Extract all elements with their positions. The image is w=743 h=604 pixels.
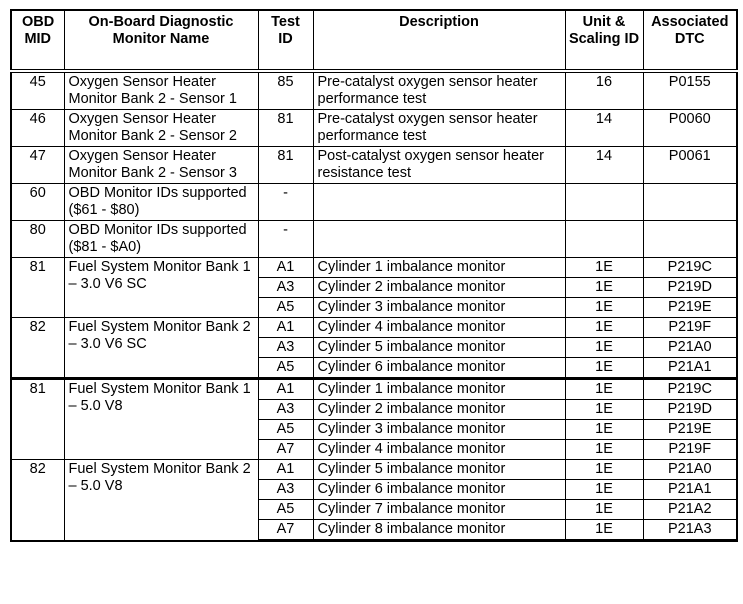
test-id-cell: A3 [258, 338, 313, 358]
test-id-cell: A1 [258, 258, 313, 278]
associated-dtc-cell [643, 184, 737, 221]
obd-mid-cell: 81 [11, 258, 64, 318]
header-obd-mid: OBD MID [11, 10, 64, 71]
unit-scaling-cell: 1E [565, 400, 643, 420]
unit-scaling-cell: 1E [565, 298, 643, 318]
unit-scaling-cell [565, 184, 643, 221]
description-cell: Cylinder 3 imbalance monitor [313, 420, 565, 440]
obd-mid-cell: 45 [11, 71, 64, 110]
test-id-cell: A1 [258, 318, 313, 338]
description-cell: Pre-catalyst oxygen sensor heater performance test [313, 71, 565, 110]
obd-mid-cell: 47 [11, 147, 64, 184]
monitor-name-cell: Fuel System Monitor Bank 2 – 5.0 V8 [64, 460, 258, 541]
description-cell: Cylinder 2 imbalance monitor [313, 400, 565, 420]
monitor-name-cell: OBD Monitor IDs supported ($81 - $A0) [64, 221, 258, 258]
associated-dtc-cell: P0155 [643, 71, 737, 110]
table-row [11, 147, 737, 184]
test-id-cell: - [258, 221, 313, 258]
test-id-cell: A3 [258, 400, 313, 420]
description-cell: Cylinder 6 imbalance monitor [313, 480, 565, 500]
header-description: Description [313, 10, 565, 71]
unit-scaling-cell: 1E [565, 520, 643, 541]
test-id-cell: A5 [258, 420, 313, 440]
description-cell [313, 221, 565, 258]
description-cell: Pre-catalyst oxygen sensor heater performance test [313, 110, 565, 147]
unit-scaling-cell: 14 [565, 147, 643, 184]
description-cell: Cylinder 1 imbalance monitor [313, 258, 565, 278]
unit-scaling-cell: 1E [565, 420, 643, 440]
description-cell: Cylinder 8 imbalance monitor [313, 520, 565, 541]
associated-dtc-cell: P0061 [643, 147, 737, 184]
obd-mid-cell: 81 [11, 379, 64, 460]
description-cell: Cylinder 7 imbalance monitor [313, 500, 565, 520]
test-id-cell: - [258, 184, 313, 221]
associated-dtc-cell: P0060 [643, 110, 737, 147]
test-id-cell: A7 [258, 440, 313, 460]
monitor-name-cell: Oxygen Sensor Heater Monitor Bank 2 - Sensor 1 [64, 71, 258, 110]
associated-dtc-cell: P219F [643, 440, 737, 460]
description-cell [313, 184, 565, 221]
unit-scaling-cell: 1E [565, 258, 643, 278]
test-id-cell: 85 [258, 71, 313, 110]
unit-scaling-cell: 1E [565, 460, 643, 480]
table-row [11, 318, 737, 338]
associated-dtc-cell [643, 221, 737, 258]
description-cell: Cylinder 4 imbalance monitor [313, 318, 565, 338]
unit-scaling-cell: 1E [565, 278, 643, 298]
test-id-cell: 81 [258, 110, 313, 147]
description-cell: Cylinder 5 imbalance monitor [313, 460, 565, 480]
header-monitor-name: On-Board Diagnostic Monitor Name [64, 10, 258, 71]
unit-scaling-cell: 16 [565, 71, 643, 110]
table-row [11, 110, 737, 147]
associated-dtc-cell: P219F [643, 318, 737, 338]
associated-dtc-cell: P219C [643, 258, 737, 278]
test-id-cell: A5 [258, 298, 313, 318]
header-test-id: Test ID [258, 10, 313, 71]
unit-scaling-cell: 1E [565, 358, 643, 379]
test-id-cell: A3 [258, 278, 313, 298]
description-cell: Cylinder 3 imbalance monitor [313, 298, 565, 318]
associated-dtc-cell: P21A3 [643, 520, 737, 541]
test-id-cell: A3 [258, 480, 313, 500]
test-id-cell: A1 [258, 379, 313, 400]
obd-mid-cell: 80 [11, 221, 64, 258]
test-id-cell: A7 [258, 520, 313, 541]
table-row [11, 379, 737, 400]
monitor-name-cell: Oxygen Sensor Heater Monitor Bank 2 - Sensor 3 [64, 147, 258, 184]
table-row [11, 221, 737, 258]
description-cell: Cylinder 6 imbalance monitor [313, 358, 565, 379]
table-row [11, 71, 737, 110]
obd-mid-cell: 82 [11, 460, 64, 541]
test-id-cell: A5 [258, 358, 313, 379]
description-cell: Cylinder 1 imbalance monitor [313, 379, 565, 400]
monitor-name-cell: Fuel System Monitor Bank 1 – 3.0 V6 SC [64, 258, 258, 318]
associated-dtc-cell: P21A2 [643, 500, 737, 520]
associated-dtc-cell: P219D [643, 278, 737, 298]
associated-dtc-cell: P219C [643, 379, 737, 400]
unit-scaling-cell: 1E [565, 500, 643, 520]
associated-dtc-cell: P219D [643, 400, 737, 420]
associated-dtc-cell: P21A1 [643, 480, 737, 500]
obd-mid-cell: 82 [11, 318, 64, 379]
description-cell: Cylinder 5 imbalance monitor [313, 338, 565, 358]
obd-mid-cell: 60 [11, 184, 64, 221]
unit-scaling-cell: 1E [565, 379, 643, 400]
header-row [11, 10, 737, 71]
monitor-name-cell: Fuel System Monitor Bank 2 – 3.0 V6 SC [64, 318, 258, 379]
test-id-cell: A1 [258, 460, 313, 480]
unit-scaling-cell: 1E [565, 318, 643, 338]
unit-scaling-cell: 1E [565, 480, 643, 500]
monitor-name-cell: Oxygen Sensor Heater Monitor Bank 2 - Sensor 2 [64, 110, 258, 147]
unit-scaling-cell [565, 221, 643, 258]
unit-scaling-cell: 14 [565, 110, 643, 147]
associated-dtc-cell: P21A1 [643, 358, 737, 379]
unit-scaling-cell: 1E [565, 338, 643, 358]
header-associated-dtc: Associated DTC [643, 10, 737, 71]
associated-dtc-cell: P21A0 [643, 338, 737, 358]
test-id-cell: 81 [258, 147, 313, 184]
associated-dtc-cell: P21A0 [643, 460, 737, 480]
description-cell: Post-catalyst oxygen sensor heater resistance test [313, 147, 565, 184]
obd-mid-cell: 46 [11, 110, 64, 147]
monitor-name-cell: Fuel System Monitor Bank 1 – 5.0 V8 [64, 379, 258, 460]
monitor-name-cell: OBD Monitor IDs supported ($61 - $80) [64, 184, 258, 221]
table-row [11, 258, 737, 278]
description-cell: Cylinder 2 imbalance monitor [313, 278, 565, 298]
test-id-cell: A5 [258, 500, 313, 520]
table-row [11, 460, 737, 480]
description-cell: Cylinder 4 imbalance monitor [313, 440, 565, 460]
associated-dtc-cell: P219E [643, 298, 737, 318]
unit-scaling-cell: 1E [565, 440, 643, 460]
obd-monitor-table [10, 9, 738, 542]
header-unit-scaling-id: Unit & Scaling ID [565, 10, 643, 71]
associated-dtc-cell: P219E [643, 420, 737, 440]
table-row [11, 184, 737, 221]
